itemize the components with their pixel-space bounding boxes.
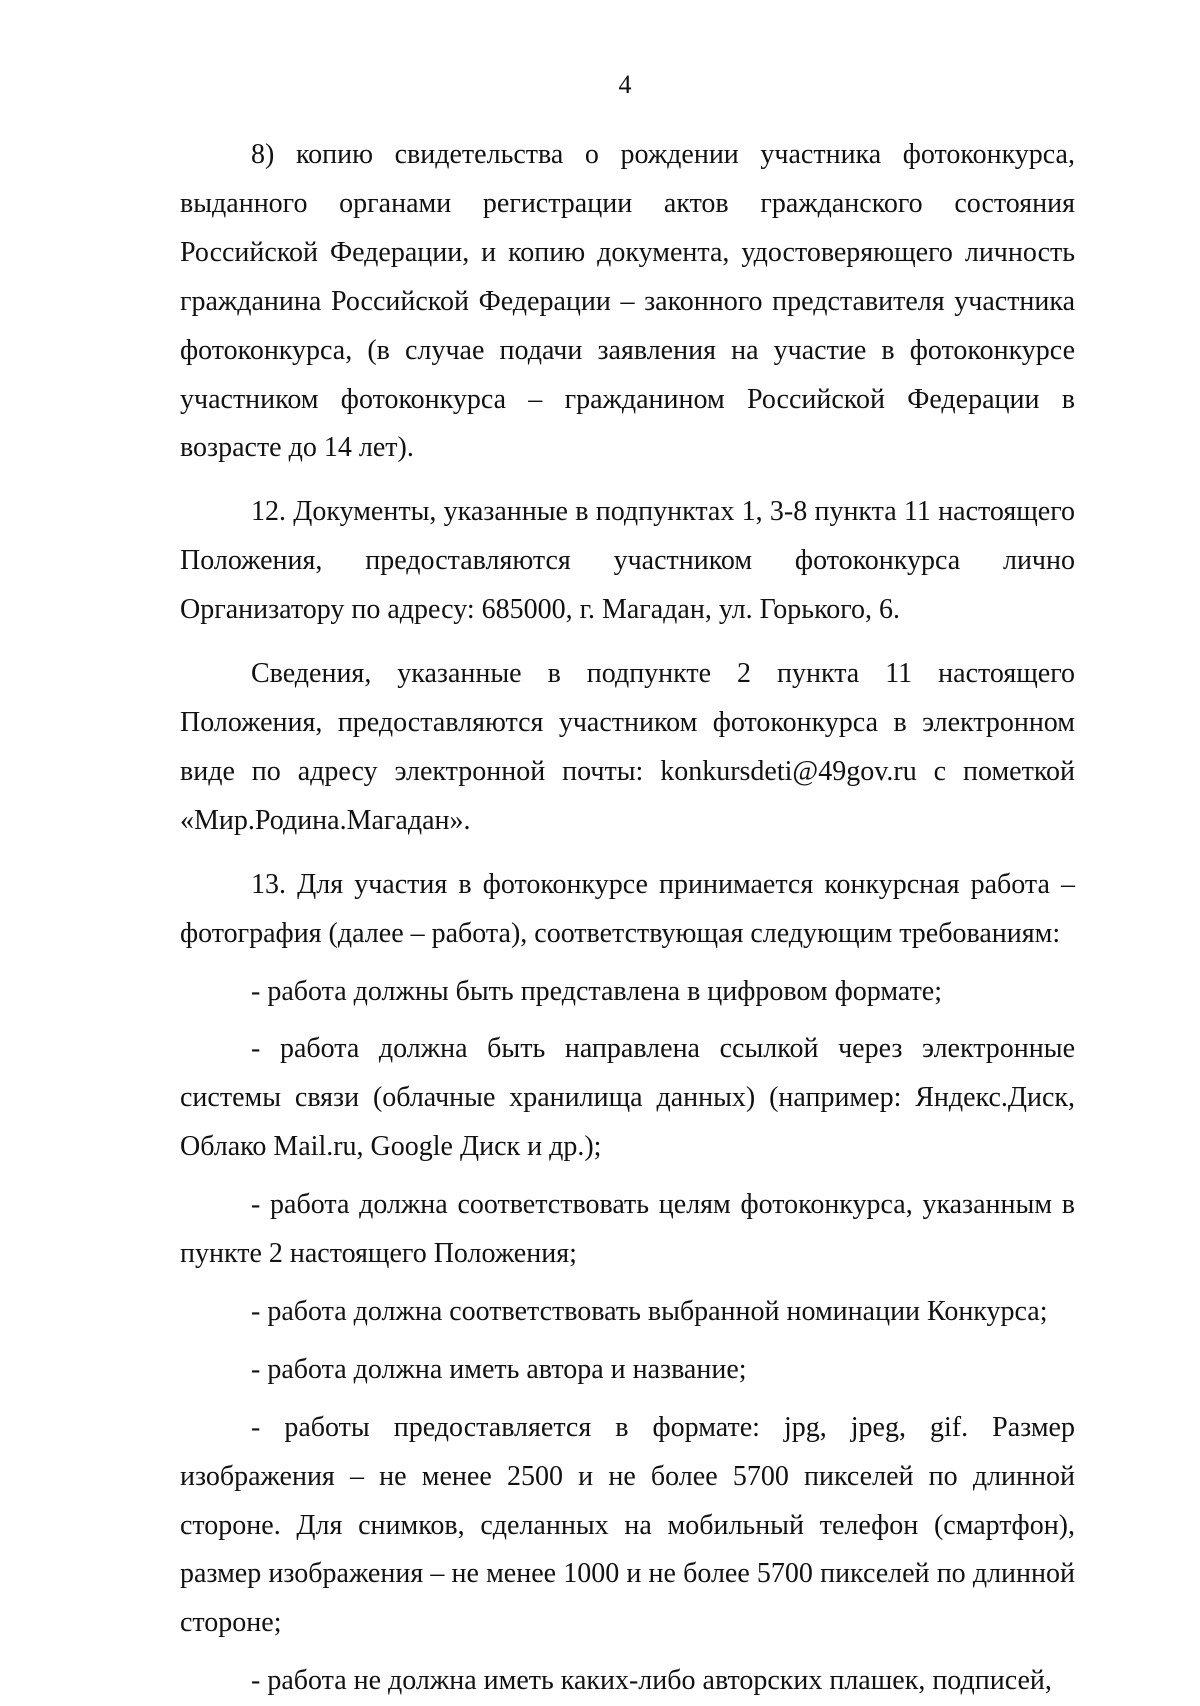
requirement-author-title: - работа должна иметь автора и название; [251, 1353, 747, 1385]
paragraph-12-info: Сведения, указанные в подпункте 2 пункта 11 настоящего Положения, предоставляются участником фотоконкурса в электронном виде по адресу электронной почты: konkursdeti@49gov.ru с пометкой «Мир.Родина.Магадан». [180, 658, 1075, 836]
requirement-no-watermarks: - работа не должна иметь каких-либо авторских плашек, подписей, [251, 1665, 1052, 1697]
paragraph-item-8: 8) копию свидетельства о рождении участника фотоконкурса, выданного органами регистрации актов гражданского состояния Российской Федерации, и копию документа, удостоверяющего личность гражданина Российской Федерации – законного представителя участника фотоконкурса, (в случае подачи заявления на участие в фотоконкурсе участником фотоконкурса – гражданином Российской Федерации в возрасте до 14 лет). [180, 139, 1075, 464]
page-number: 4 [618, 70, 632, 99]
requirement-file-format: - работы предоставляется в формате: jpg, jpeg, gif. Размер изображения – не менее 2500 и не более 5700 пикселей по длинной стороне. Для снимков, сделанных на мобильный телефон (смартфон), размер изображения – не менее 1000 и не более 5700 пикселей по длинной стороне; [180, 1411, 1075, 1639]
requirement-digital-format: - работа должны быть представлена в цифровом формате; [251, 975, 943, 1007]
requirement-nomination: - работа должна соответствовать выбранной номинации Конкурса; [251, 1295, 1048, 1327]
paragraph-13: 13. Для участия в фотоконкурсе принимается конкурсная работа – фотография (далее – работа), соответствующая следующим требованиям: [180, 868, 1075, 949]
document-body [180, 131, 1075, 1706]
requirement-cloud-link: - работа должна быть направлена ссылкой через электронные системы связи (облачные хранилища данных) (например: Яндекс.Диск, Облако Mail.ru, Google Диск и др.); [180, 1033, 1075, 1163]
requirement-contest-goals: - работа должна соответствовать целям фотоконкурса, указанным в пункте 2 настоящего Положения; [180, 1189, 1075, 1270]
paragraph-12: 12. Документы, указанные в подпунктах 1, 3-8 пункта 11 настоящего Положения, предоставляются участником фотоконкурса лично Организатору по адресу: 685000, г. Магадан, ул. Горького, 6. [180, 496, 1075, 626]
